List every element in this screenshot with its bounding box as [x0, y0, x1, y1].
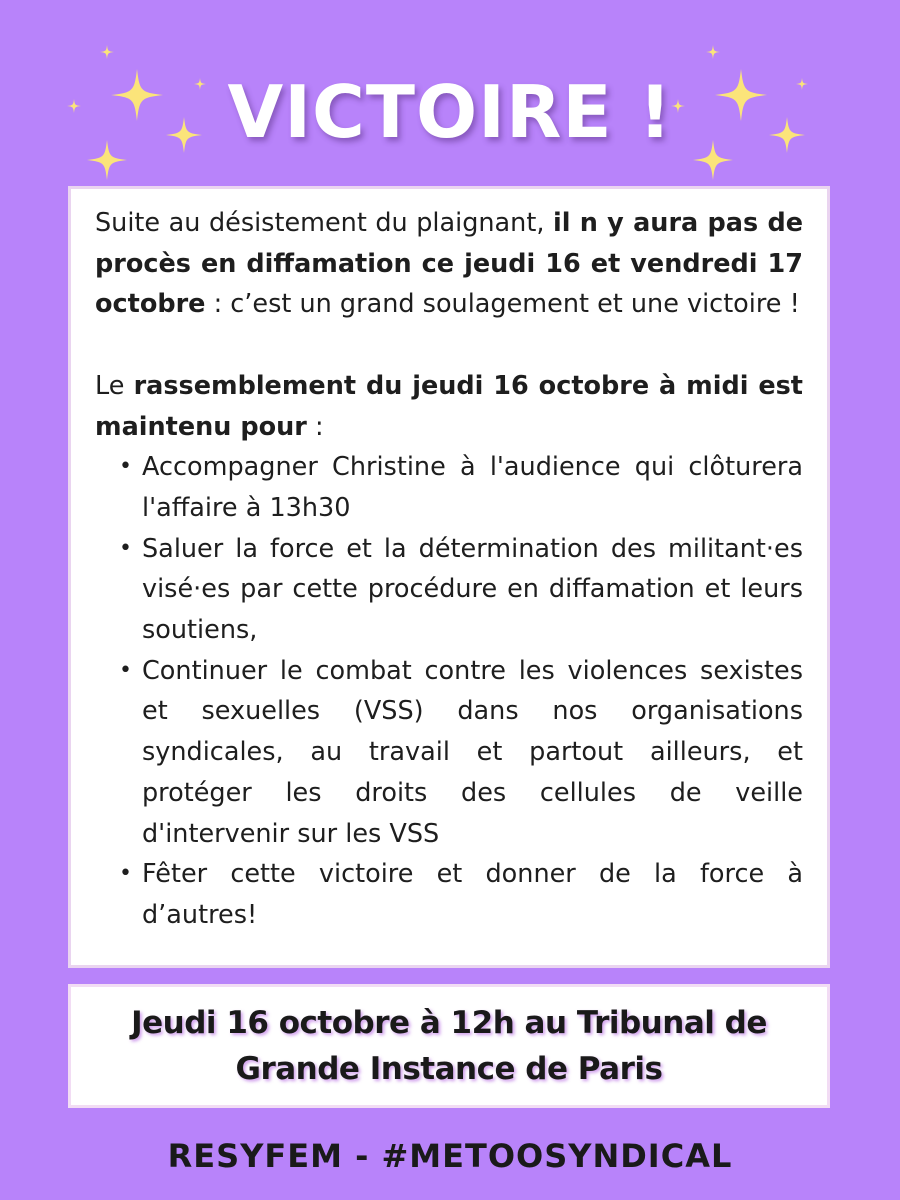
rally-bold-text: rassemblement du jeudi 16 octobre à midi est maintenu pour: [95, 370, 803, 442]
bullet-icon: •: [119, 657, 132, 683]
sparkle-icon: [100, 45, 114, 59]
list-item-text: Fêter cette victoire et donner de la force à d’autres!: [142, 859, 803, 930]
list-item-text: Accompagner Christine à l'audience qui clôturera l'affaire à 13h30: [142, 452, 803, 523]
list-item: [95, 854, 803, 935]
intro-paragraph: [95, 203, 803, 325]
paragraph-gap: [95, 325, 803, 366]
rally-paragraph: [95, 366, 803, 447]
bullet-icon: •: [119, 535, 132, 561]
announcement-panel: [68, 186, 830, 968]
list-item: [95, 651, 803, 855]
rally-text-end: :: [306, 411, 324, 442]
list-item: [95, 447, 803, 528]
event-details: [131, 1000, 767, 1092]
list-item: [95, 529, 803, 651]
bullet-list: [95, 447, 803, 935]
rally-text: Le: [95, 370, 134, 401]
list-item-text: Continuer le combat contre les violences sexistes et sexuelles (VSS) dans nos organisations syndicales, au travail et partout ailleurs, et protéger les droits des cellules de veille d'intervenir sur les VSS: [142, 655, 803, 849]
intro-text-end: : c’est un grand soulagement et une victoire !: [205, 289, 800, 320]
event-line-2: Grande Instance de Paris: [235, 1051, 663, 1087]
page-title: VICTOIRE !: [227, 70, 673, 154]
sparkle-icon: [706, 45, 720, 59]
bullet-icon: •: [119, 454, 132, 480]
footer-signature: RESYFEM - #METOOSYNDICAL: [167, 1137, 733, 1175]
intro-bold-text: il n y aura pas de procès en diffamation ce jeudi 16 et vendredi 17 octobre: [95, 208, 803, 320]
list-item-text: Saluer la force et la détermination des militant·es visé·es par cette procédure en diffamation et leurs soutiens,: [142, 533, 803, 646]
event-callout: [68, 984, 830, 1108]
intro-text: Suite au désistement du plaignant,: [95, 208, 553, 238]
bullet-icon: •: [119, 861, 132, 887]
event-line-1: Jeudi 16 octobre à 12h au Tribunal de: [131, 1005, 767, 1041]
